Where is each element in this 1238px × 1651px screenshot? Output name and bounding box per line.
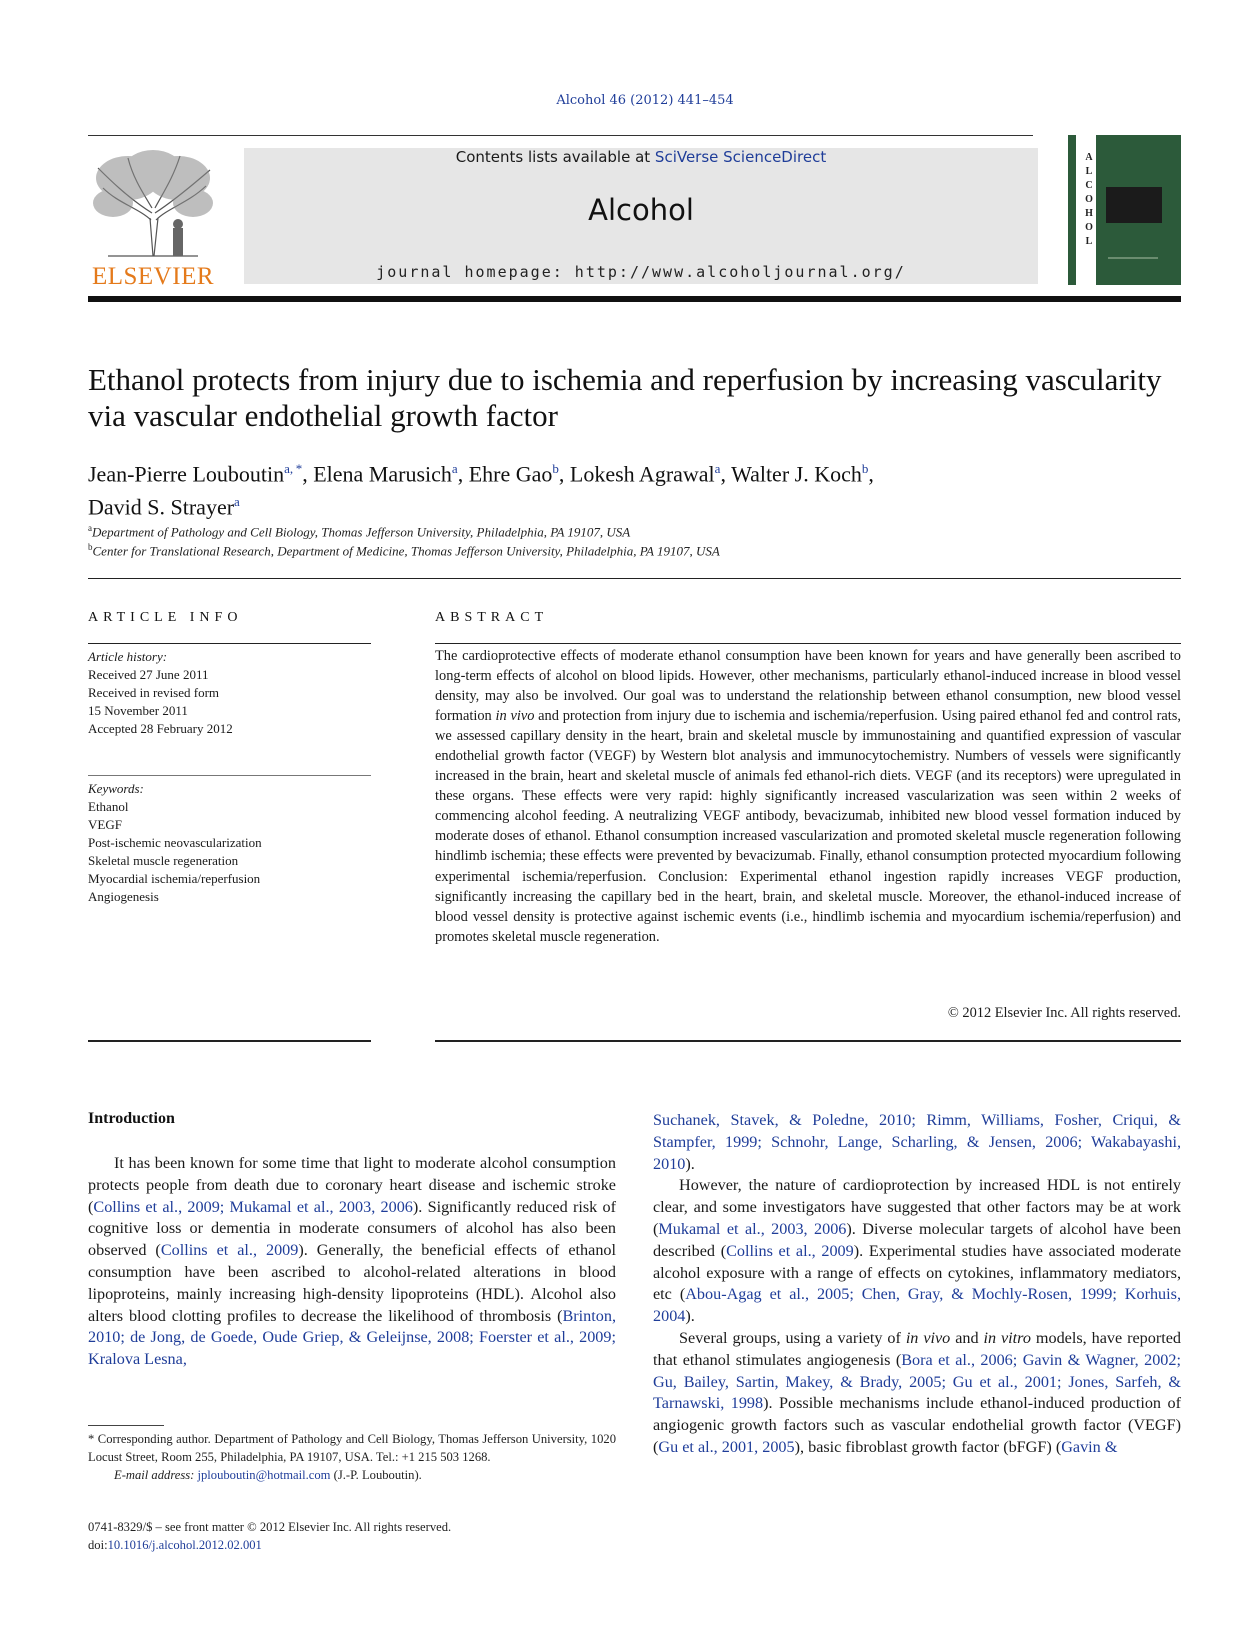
issn-line: 0741-8329/$ – see front matter © 2012 Elsevier Inc. All rights reserved. [88, 1520, 452, 1534]
abstract-heading: ABSTRACT [435, 610, 549, 625]
abstract-segment: and protection from injury due to ischemia and ischemia/reperfusion. Using paired ethanol fed and control rats, we assessed capillary density in the heart, brain and skeletal muscle by immunostaining and quantified expression of vascular endothelial growth factor (VEGF) by Western blot analysis and immunocytochemistry. Numbers of vessels were significantly increased in the brain, heart and skeletal muscle of animals fed ethanol-rich diets. VEGF (and its receptors) were upregulated in these organs. These effects were very rapid: highly significantly increased vascularization was seen within 2 weeks of commencing alcohol feeding. A neutralizing VEGF antibody, bevacizumab, inhibited new blood vessel formation induced by moderate doses of ethanol. Ethanol consumption increased vascularization and promoted skeletal muscle regeneration following hindlimb ischemia; these effects were prevented by bevacizumab. Finally, ethanol consumption protected myocardium following experimental ischemia/reperfusion. Conclusion: Experimental ethanol ingestion rapidly increases VEGF production, significantly increasing the capillary bed in the heart, brain, and skeletal muscle. Moreover, the ethanol-induced increase of blood vessel density is protective against ischemic events (i.e., hindlimb ischemia and myocardium ischemia/reperfusion) and promotes skeletal muscle regeneration. [435, 708, 1181, 945]
sciencedirect-link[interactable]: SciVerse ScienceDirect [654, 148, 827, 166]
citation-link[interactable]: Collins et al., 2009 [726, 1241, 854, 1260]
header-rule [88, 135, 1033, 136]
affiliation-text: Center for Translational Research, Department of Medicine, Thomas Jefferson University, Philadelphia, PA 19107, USA [92, 543, 720, 559]
citation-link[interactable]: Abou-Agag et al., 2005; Chen, Gray, & Mochly-Rosen, 1999; Korhuis, 2004 [653, 1285, 1181, 1326]
affiliation-text: Department of Pathology and Cell Biology, Thomas Jefferson University, Philadelphia, PA 19107, USA [92, 524, 631, 540]
contents-prefix: Contents lists available at [455, 148, 655, 166]
keyword: Skeletal muscle regeneration [88, 853, 239, 868]
keywords [88, 780, 371, 906]
author-affil-mark[interactable]: a [714, 461, 721, 476]
article-info-heading: ARTICLE INFO [88, 610, 243, 625]
doi-link[interactable]: 10.1016/j.alcohol.2012.02.001 [107, 1538, 262, 1552]
author-affil-mark[interactable]: a, * [284, 461, 303, 476]
author-affil-mark[interactable]: b [552, 461, 559, 476]
abstract-bottom-rule [435, 1040, 1181, 1042]
author-name[interactable]: Walter J. Koch [731, 461, 862, 487]
citation-link[interactable]: Bora et al., 2006; Gavin & Wagner, 2002; Gu, Bailey, Sartin, Makey, & Brady, 2005; Gu et al., 2001; Jones, Sarfeh, & Tarnawski, 1998 [653, 1350, 1181, 1413]
body-text: ). [685, 1154, 695, 1173]
author-affil-mark[interactable]: a [234, 494, 240, 510]
body-left-column [88, 1153, 616, 1371]
abstract-rule [435, 643, 1181, 644]
introduction-heading: Introduction [88, 1110, 175, 1127]
journal-name: Alcohol [588, 193, 694, 227]
abstract-italic: in vivo [495, 708, 535, 725]
body-text: ). [685, 1307, 695, 1326]
keyword: Ethanol [88, 799, 129, 814]
cover-letter: A [1085, 152, 1093, 163]
cover-letter: L [1085, 236, 1093, 247]
body-text: Several groups, using a variety of [679, 1328, 906, 1347]
cover-rule [1108, 257, 1158, 259]
journal-banner [244, 148, 1038, 284]
affiliation-b [88, 542, 720, 559]
email-line [88, 1466, 616, 1484]
affiliation-a [88, 523, 630, 540]
citation-link[interactable]: Gavin & [1061, 1437, 1118, 1456]
article-info-bottom-rule [88, 1040, 371, 1042]
keyword: Angiogenesis [88, 889, 159, 904]
email-link[interactable]: jplouboutin@hotmail.com [197, 1468, 331, 1482]
body-text: ), basic fibroblast growth factor (bFGF) ( [794, 1437, 1062, 1456]
body-text: ). Diverse molecular targets of alcohol have been described ( [653, 1219, 1181, 1260]
citation-link[interactable]: Collins et al., 2009 [160, 1241, 299, 1260]
citation-link[interactable]: Brinton, 2010; de Jong, de Goede, Oude Griep, & Geleijnse, 2008; Foerster et al., 2009; Kralova Lesna, [88, 1306, 616, 1369]
abstract-text [435, 646, 1181, 947]
author-affil-mark[interactable]: a [451, 461, 458, 476]
cover-letter: O [1085, 222, 1093, 233]
body-text: ). Possible mechanisms include ethanol-induced production of angiogenic growth factors such as vascular endothelial growth factor (VEGF) ( [653, 1394, 1181, 1456]
keyword: Myocardial ischemia/reperfusion [88, 871, 261, 886]
body-text: It has been known for some time that light to moderate alcohol consumption protects people from death due to coronary heart disease and ischemic stroke ( [88, 1154, 616, 1216]
author-name[interactable]: David S. Strayer [88, 494, 235, 520]
history-line: Received in revised form [88, 685, 220, 700]
author-list: Jean-Pierre Louboutin$^{a, *}$, Elena Marusich$^a$, Ehre Gao$^b$, Lokesh Agrawal$^a$, Walter J. Koch$^b$, David S. Strayer$^a$ [88, 461, 874, 520]
section-rule [88, 578, 1181, 579]
body-text: models, have reported that ethanol stimulates angiogenesis ( [653, 1328, 1181, 1369]
body-text: ). Significantly reduced risk of cognitive loss or dementia in moderate consumers of alcohol has also been observed ( [88, 1197, 616, 1260]
keywords-label: Keywords: [88, 781, 144, 796]
history-line: Accepted 28 February 2012 [88, 721, 233, 736]
author-name[interactable]: Lokesh Agrawal [569, 461, 715, 487]
author-affil-mark[interactable]: b [861, 461, 869, 476]
cover-title-letters [1082, 151, 1096, 249]
body-right-column [653, 1110, 1181, 1459]
keyword: Post-ischemic neovascularization [88, 835, 262, 850]
history-line: Received 27 June 2011 [88, 667, 209, 682]
author-name[interactable]: Ehre Gao [468, 461, 553, 487]
cover-letter: L [1085, 166, 1093, 177]
keywords-rule [88, 775, 371, 776]
cover-letter: H [1085, 208, 1093, 219]
author-name[interactable]: Elena Marusich [313, 461, 452, 487]
citation-link[interactable]: Mukamal et al., 2003, 2006 [658, 1219, 847, 1238]
journal-reference[interactable]: Alcohol 46 (2012) 441–454 [556, 93, 734, 108]
intro-paragraph-1-continued [653, 1110, 1181, 1175]
contents-line [244, 148, 1038, 166]
body-text: However, the nature of cardioprotection by increased HDL is not entirely clear, and some investigators have suggested that other factors may be at work ( [653, 1176, 1181, 1238]
elsevier-wordmark[interactable]: ELSEVIER [91, 263, 215, 290]
article-history [88, 648, 371, 738]
email-label: E-mail address: [114, 1468, 195, 1482]
citation-link[interactable]: Suchanek, Stavek, & Poledne, 2010; Rimm, Williams, Fosher, Criqui, & Stampfer, 1999; Schnohr, Lange, Scharling, & Jensen, 2006; Wakabayashi, 2010 [653, 1111, 1181, 1173]
history-line: 15 November 2011 [88, 703, 188, 718]
keyword: VEGF [88, 817, 122, 832]
author-name[interactable]: Jean-Pierre Louboutin [88, 461, 285, 487]
corresponding-text: * Corresponding author. Department of Pathology and Cell Biology, Thomas Jefferson University, 1020 Locust Street, Room 255, Philadelphia, PA 19107, USA. Tel.: +1 215 503 1268. [88, 1432, 616, 1464]
intro-paragraph-1 [88, 1153, 616, 1371]
header-thick-rule [88, 296, 1181, 302]
abstract-segment: The cardioprotective effects of moderate ethanol consumption have been known for years and have generally been ascribed to long-term effects of alcohol on blood lipids. However, other mechanisms, particularly ethanol-induced increase in blood vessel density, may also be involved. Our goal was to understand the relationship between ethanol consumption, new blood vessel formation [435, 648, 1181, 725]
cover-letter: O [1085, 194, 1093, 205]
issn-block [88, 1518, 451, 1554]
cover-image [1106, 187, 1162, 223]
affiliation-mark: b [88, 542, 93, 552]
abstract-copyright: © 2012 Elsevier Inc. All rights reserved. [947, 1005, 1181, 1021]
intro-paragraph-2 [653, 1175, 1181, 1328]
body-text: ). Generally, the beneficial effects of ethanol consumption have been ascribed to alcohol-related alterations in blood lipoproteins, mainly increasing high-density lipoproteins (HDL). Alcohol also alters blood clotting profiles to decrease the likelihood of thrombosis ( [88, 1241, 617, 1325]
body-text: and [950, 1328, 984, 1347]
article-title: Ethanol protects from injury due to ischemia and reperfusion by increasing vascularity via vascular endothelial growth factor [88, 362, 1162, 433]
history-label: Article history: [88, 649, 168, 664]
journal-cover-thumbnail[interactable] [1068, 135, 1181, 285]
article-info-rule [88, 643, 371, 644]
body-text: ). Experimental studies have associated moderate alcohol exposure with a range of effects on cytokines, inflammatory mediators, etc ( [653, 1241, 1182, 1304]
footnote-rule [88, 1425, 164, 1426]
citation-link[interactable]: Gu et al., 2001, 2005 [658, 1437, 795, 1456]
citation-link[interactable]: Collins et al., 2009; Mukamal et al., 2003, 2006 [93, 1197, 413, 1216]
doi-label: doi: [88, 1538, 108, 1552]
cover-letter: C [1085, 180, 1093, 191]
body-italic: in vivo [905, 1328, 951, 1347]
email-suffix: (J.-P. Louboutin). [330, 1468, 422, 1482]
intro-paragraph-3 [653, 1328, 1181, 1459]
affiliation-mark: a [88, 523, 92, 533]
doi-line [88, 1536, 451, 1554]
body-italic: in vitro [983, 1328, 1031, 1347]
corresponding-author-footnote [88, 1430, 616, 1484]
journal-homepage[interactable]: journal homepage: http://www.alcoholjournal.org/ [376, 263, 906, 281]
